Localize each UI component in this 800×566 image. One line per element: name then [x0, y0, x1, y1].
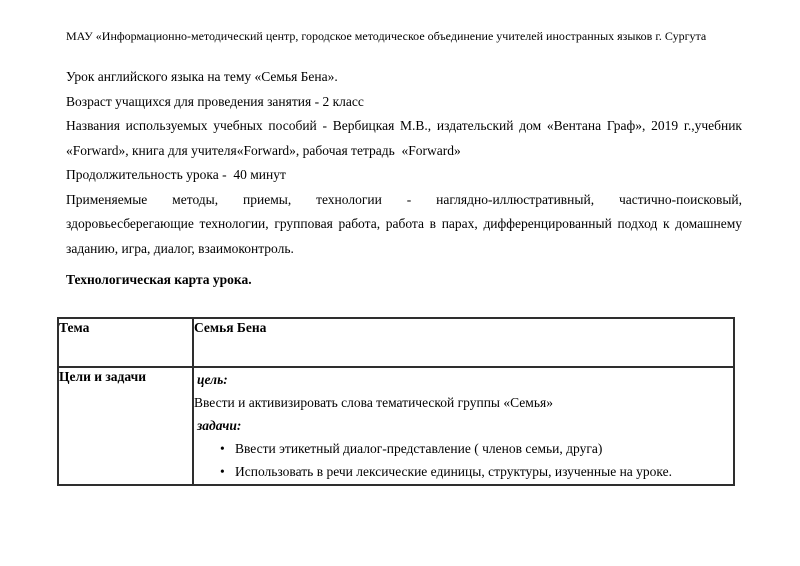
intro-block: [66, 65, 742, 261]
goal-text: Ввести и активизировать слова тематической группы «Семья»: [194, 394, 553, 410]
bullet-icon: •: [220, 441, 225, 457]
intro-line-methods-3: заданию, игра, диалог, взаимоконтроль.: [66, 240, 294, 256]
intro-line-materials-1: Названия используемых учебных пособий - Вербицкая М.В., издательский дом «Вентана Граф», 2019 г.,учебник: [66, 118, 742, 133]
document-header: МАУ «Информационно-методический центр, городское методическое объединение учителей иностранных языков г. Сургута: [66, 29, 707, 43]
table-row-goals: [58, 367, 734, 485]
intro-line-duration: Продолжительность урока - 40 минут: [66, 167, 286, 182]
intro-line-methods-1: Применяемые методы, приемы, технологии - наглядно-иллюстративный, частично-поисковый,: [66, 191, 742, 207]
table-row-theme: [58, 318, 734, 367]
theme-value-cell: Семья Бена: [193, 318, 734, 367]
tasks-label: задачи:: [197, 417, 242, 433]
section-title: Технологическая карта урока.: [66, 272, 252, 287]
goals-content-cell: [193, 367, 734, 485]
goal-label: цель:: [197, 371, 228, 387]
intro-line-materials-2: «Forward», книга для учителя«Forward», рабочая тетрадь «Forward»: [66, 142, 461, 158]
intro-line-methods-2: здоровьесберегающие технологии, групповая работа, работа в парах, дифференцированный подход к домашнему: [66, 216, 742, 231]
lesson-table: [57, 317, 735, 486]
theme-label-cell: Тема: [58, 318, 193, 367]
bullet-icon: •: [220, 464, 225, 480]
task-item: [194, 437, 733, 460]
intro-line-age: Возраст учащихся для проведения занятия - 2 класс: [66, 93, 364, 109]
task-text: Ввести этикетный диалог-представление ( членов семьи, друга): [235, 441, 603, 457]
intro-line-topic: Урок английского языка на тему «Семья Бена».: [66, 69, 338, 84]
task-item: [194, 460, 733, 483]
task-text: Использовать в речи лексические единицы, структуры, изученные на уроке.: [235, 464, 673, 480]
goals-label-cell: Цели и задачи: [58, 367, 193, 485]
